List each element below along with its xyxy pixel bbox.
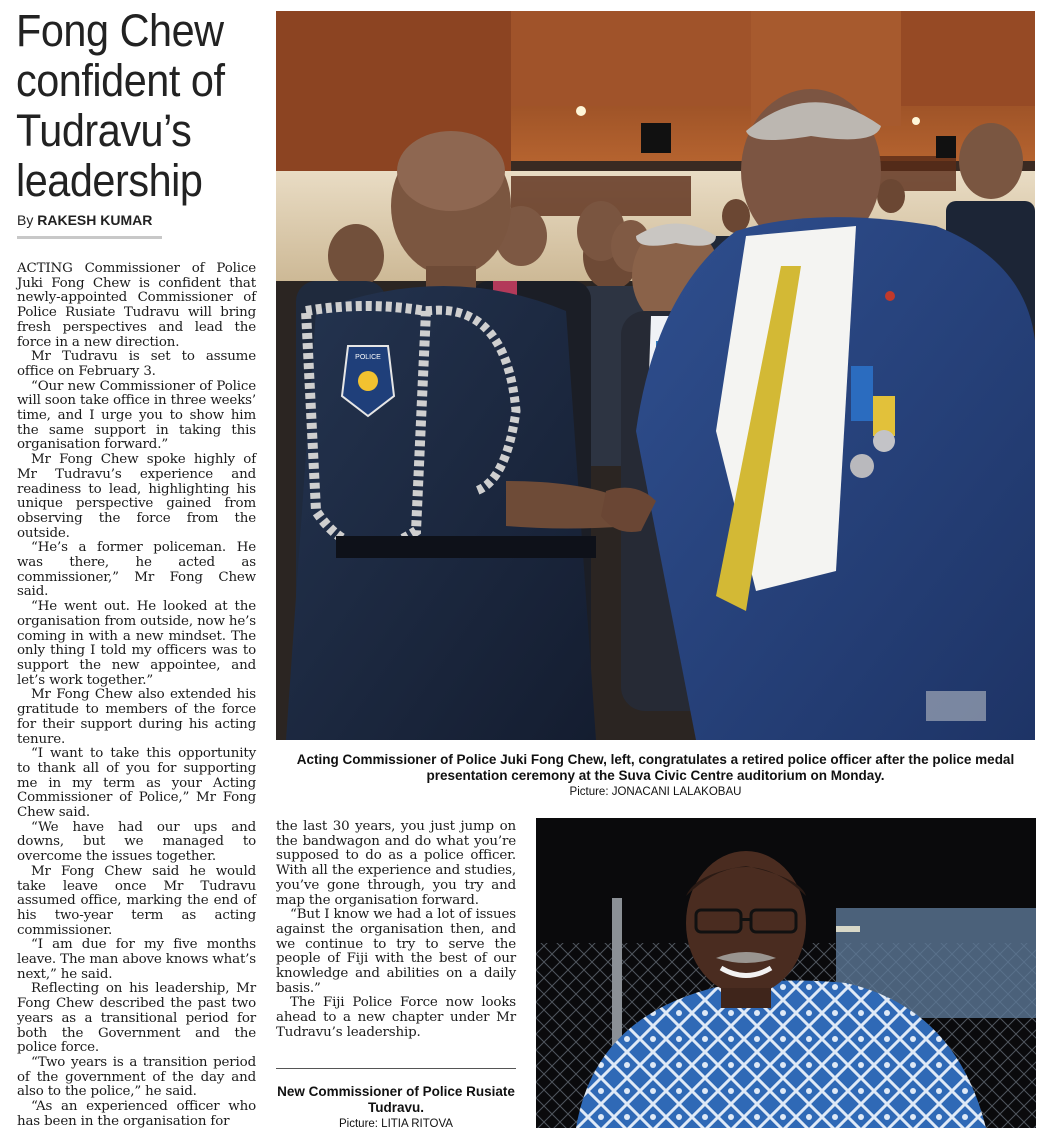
byline-prefix: By	[17, 212, 38, 228]
headline: Fong Chew confident of Tudravu’s leadership	[16, 5, 225, 206]
paragraph: “He’s a former policeman. He was there, he acted as commissioner,” Mr Fong Chew said.	[17, 540, 256, 600]
paragraph: Mr Tudravu is set to assume office on February 3.	[17, 349, 256, 379]
photo-credit: Picture: LITIA RITOVA	[339, 1118, 453, 1130]
paragraph: Mr Fong Chew said he would take leave once Mr Tudravu assumed office, marking the end of his two-year term as acting commissioner.	[17, 863, 256, 938]
paragraph: The Fiji Police Force now looks ahead to a new chapter under Mr Tudravu’s leadership.	[276, 995, 516, 1040]
paragraph: “Our new Commissioner of Police will soon take office in three weeks’ time, and I urge you to show him the same support in taking this organisation forward.”	[17, 378, 256, 453]
article-column-1	[17, 262, 256, 1129]
caption-text: New Commissioner of Police Rusiate Tudravu.	[277, 1084, 515, 1115]
photo-handshake-caption	[276, 752, 1035, 799]
caption-rule	[276, 1068, 516, 1069]
paragraph: the last 30 years, you just jump on the bandwagon and do what you’re supposed to do as a police officer. With all the experience and studies, you’ve gone through, you try and map the organisation forward.	[276, 819, 516, 908]
paragraph: “He went out. He looked at the organisation from outside, now he’s coming in with a new mindset. The only thing I told my officers was to support the new appointee, and let’s work together.”	[17, 599, 256, 688]
paragraph: “We have had our ups and downs, but we managed to overcome the issues together.	[17, 819, 256, 865]
paragraph: “Two years is a transition period of the government of the day and also to the police,” he said.	[17, 1054, 256, 1100]
paragraph: “I want to take this opportunity to thank all of you for supporting me in my term as your Acting Commissioner of Police,” Mr Fong Chew said.	[17, 746, 256, 821]
byline	[17, 212, 152, 228]
paragraph: ACTING Commissioner of Police Juki Fong Chew is confident that newly-appointed Commissioner of Police Rusiate Tudravu will bring fresh perspectives and lead the force in a new direction.	[17, 261, 256, 350]
photo-portrait	[536, 818, 1036, 1128]
photo-handshake-illustration	[276, 11, 1035, 740]
caption-text: Acting Commissioner of Police Juki Fong Chew, left, congratulates a retired police officer after the police medal presentation ceremony at the Suva Civic Centre auditorium on Monday.	[296, 752, 1015, 783]
paragraph: “But I know we had a lot of issues against the organisation then, and we continue to try to serve the people of Fiji with the best of our knowledge and abilities on a daily basis.”	[276, 907, 516, 996]
photo-portrait-illustration	[536, 818, 1036, 1128]
byline-rule	[17, 236, 162, 239]
byline-author: RAKESH KUMAR	[37, 212, 153, 228]
photo-handshake	[276, 11, 1035, 740]
paragraph: Mr Fong Chew spoke highly of Mr Tudravu’s experience and readiness to lead, highlighting his unique perspective gained from observing the force from the outside.	[17, 452, 256, 541]
photo-portrait-caption	[276, 1084, 516, 1131]
article-column-2	[276, 820, 516, 1041]
paragraph: Reflecting on his leadership, Mr Fong Chew described the past two years as a transitional period for both the Government and the police force.	[17, 981, 256, 1056]
paragraph: “I am due for my five months leave. The man above knows what’s next,” he said.	[17, 937, 256, 982]
paragraph: “As an experienced officer who has been in the organisation for	[17, 1099, 256, 1129]
photo-credit: Picture: JONACANI LALAKOBAU	[569, 786, 742, 798]
badge-text: POLICE	[355, 354, 381, 361]
paragraph: Mr Fong Chew also extended his gratitude to members of the force for their support during his acting tenure.	[17, 687, 256, 747]
